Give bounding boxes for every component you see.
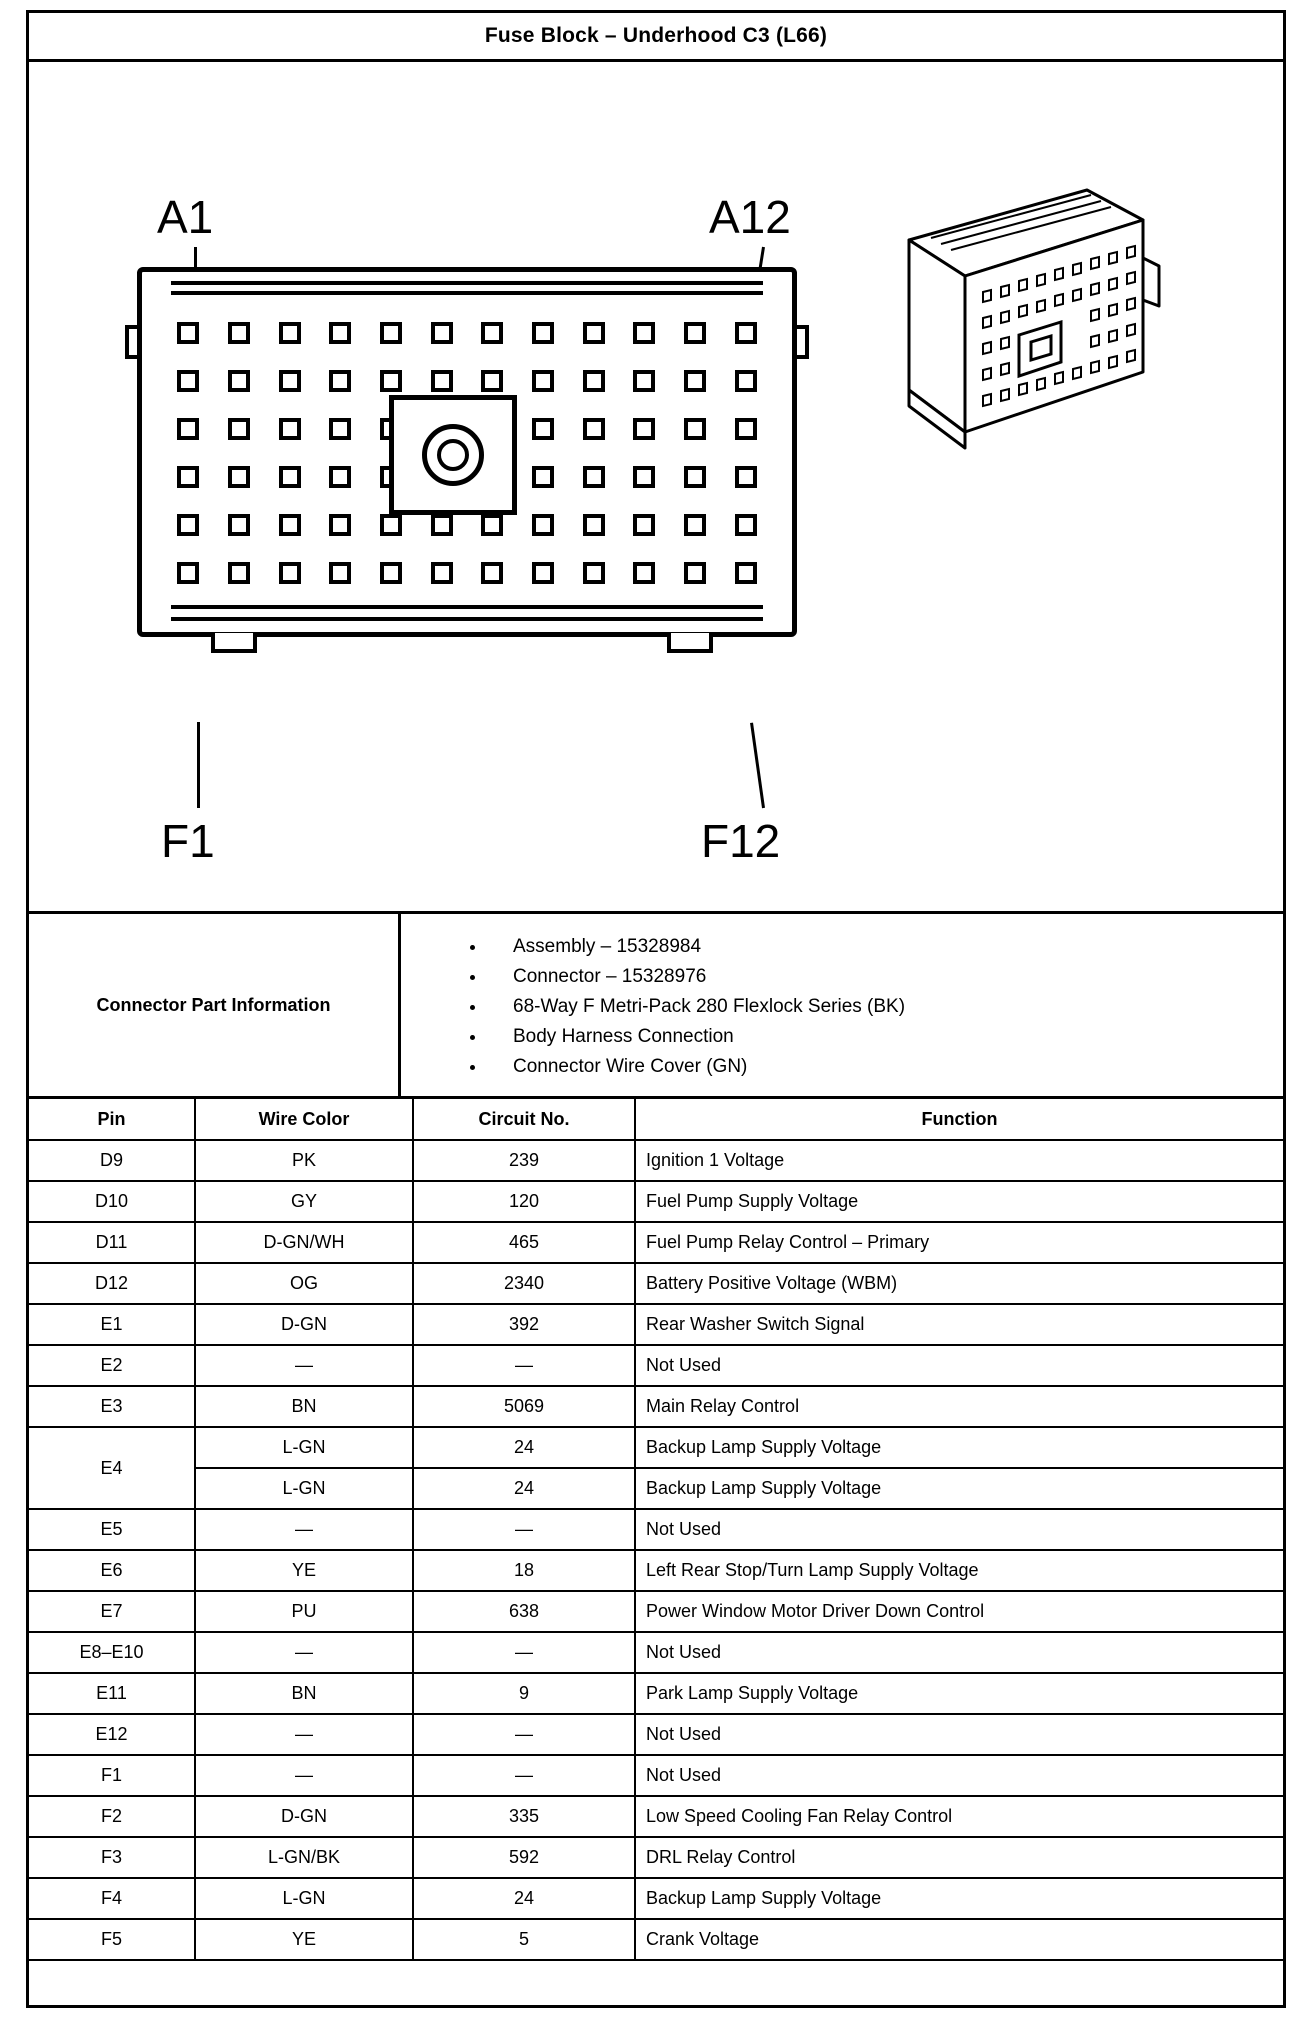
pin-cavity: [684, 466, 706, 488]
cell-circuit-no: —: [413, 1755, 635, 1796]
cell-function: Low Speed Cooling Fan Relay Control: [635, 1796, 1283, 1837]
cell-wire-color: BN: [195, 1673, 413, 1714]
cell-function: Backup Lamp Supply Voltage: [635, 1878, 1283, 1919]
pin-cavity: [633, 322, 655, 344]
pin-cavity: [633, 418, 655, 440]
table-row: [29, 1714, 1283, 1755]
part-information-list: [401, 914, 1283, 1096]
cell-pin: E3: [29, 1386, 195, 1427]
cell-circuit-no: —: [413, 1632, 635, 1673]
cell-function: Not Used: [635, 1509, 1283, 1550]
pin-cavity: [583, 418, 605, 440]
table-row: [29, 1345, 1283, 1386]
pin-cavity: [735, 562, 757, 584]
connector-left-ear: [125, 325, 141, 359]
cell-pin: D12: [29, 1263, 195, 1304]
pin-cavity: [735, 418, 757, 440]
table-row: [29, 1386, 1283, 1427]
cell-pin: F5: [29, 1919, 195, 1960]
cell-function: Main Relay Control: [635, 1386, 1283, 1427]
column-header-function: Function: [635, 1099, 1283, 1140]
pin-cavity: [228, 562, 250, 584]
cell-function: Fuel Pump Relay Control – Primary: [635, 1222, 1283, 1263]
pin-cavity: [583, 514, 605, 536]
cell-wire-color: D-GN/WH: [195, 1222, 413, 1263]
cell-circuit-no: 5069: [413, 1386, 635, 1427]
cell-circuit-no: 2340: [413, 1263, 635, 1304]
pin-cavity: [177, 370, 199, 392]
pin-cavity: [329, 370, 351, 392]
table-row: [29, 1304, 1283, 1345]
table-row: [29, 1632, 1283, 1673]
cell-function: Crank Voltage: [635, 1919, 1283, 1960]
pin-cavity: [532, 562, 554, 584]
cell-function: Ignition 1 Voltage: [635, 1140, 1283, 1181]
part-information-item: • 68-Way F Metri-Pack 280 Flexlock Series (BK): [487, 992, 1283, 1022]
pin-cavity: [329, 466, 351, 488]
cell-function: Not Used: [635, 1714, 1283, 1755]
cell-circuit-no: —: [413, 1509, 635, 1550]
pin-cavity: [177, 466, 199, 488]
pin-cavity: [177, 418, 199, 440]
pin-cavity: [380, 370, 402, 392]
pin-cavity: [633, 370, 655, 392]
part-information-item: • Body Harness Connection: [487, 1022, 1283, 1052]
pin-cavity: [684, 514, 706, 536]
cell-circuit-no: 24: [413, 1878, 635, 1919]
cell-circuit-no: 18: [413, 1550, 635, 1591]
cell-function: Rear Washer Switch Signal: [635, 1304, 1283, 1345]
connector-right-ear: [793, 325, 809, 359]
pin-cavity: [177, 322, 199, 344]
pin-cavity: [279, 514, 301, 536]
table-row: [29, 1919, 1283, 1960]
table-row: [29, 1550, 1283, 1591]
cell-wire-color: L-GN/BK: [195, 1837, 413, 1878]
cell-wire-color: —: [195, 1345, 413, 1386]
pin-assignment-table: [29, 1099, 1283, 1961]
pin-cavity: [279, 370, 301, 392]
pin-cavity: [684, 418, 706, 440]
cell-function: Backup Lamp Supply Voltage: [635, 1427, 1283, 1468]
part-information-item: • Connector – 15328976: [487, 962, 1283, 992]
pin-cavity: [532, 418, 554, 440]
pin-cavity: [684, 322, 706, 344]
connector-foot-right: [667, 633, 713, 653]
cell-circuit-no: 239: [413, 1140, 635, 1181]
pin-cavity: [329, 322, 351, 344]
table-row: [29, 1878, 1283, 1919]
pin-cavity: [279, 466, 301, 488]
connector-top-rail-1: [171, 281, 763, 285]
cell-circuit-no: —: [413, 1345, 635, 1386]
cell-wire-color: PU: [195, 1591, 413, 1632]
table-row: [29, 1263, 1283, 1304]
table-row: [29, 1509, 1283, 1550]
pin-cavity: [481, 514, 503, 536]
pin-cavity: [380, 562, 402, 584]
cell-pin: D9: [29, 1140, 195, 1181]
callout-a1: A1: [157, 191, 214, 243]
cell-circuit-no: 392: [413, 1304, 635, 1345]
pin-cavity: [329, 418, 351, 440]
cell-pin: D11: [29, 1222, 195, 1263]
column-header-wire-color: Wire Color: [195, 1099, 413, 1140]
callout-f12: F12: [701, 815, 781, 867]
cell-wire-color: OG: [195, 1263, 413, 1304]
pin-cavity: [228, 370, 250, 392]
pin-cavity: [583, 562, 605, 584]
connector-figure: [29, 62, 1283, 914]
pin-cavity: [228, 514, 250, 536]
pin-cavity: [481, 562, 503, 584]
pin-cavity: [481, 322, 503, 344]
pin-cavity: [431, 370, 453, 392]
cell-pin: E6: [29, 1550, 195, 1591]
pin-cavity: [481, 370, 503, 392]
cell-function: Not Used: [635, 1755, 1283, 1796]
table-row: [29, 1837, 1283, 1878]
pin-cavity: [279, 322, 301, 344]
pin-cavity: [532, 514, 554, 536]
cell-circuit-no: 592: [413, 1837, 635, 1878]
pin-cavity: [583, 370, 605, 392]
cell-circuit-no: —: [413, 1714, 635, 1755]
connector-isometric-svg: [891, 180, 1161, 460]
pin-cavity: [532, 322, 554, 344]
table-header-row: [29, 1099, 1283, 1140]
cell-wire-color: L-GN: [195, 1468, 413, 1509]
pin-cavity: [177, 514, 199, 536]
table-row: [29, 1755, 1283, 1796]
cell-function: Battery Positive Voltage (WBM): [635, 1263, 1283, 1304]
part-information-label: Connector Part Information: [29, 914, 401, 1096]
pin-cavity: [431, 322, 453, 344]
pin-cavity: [583, 322, 605, 344]
connector-front-view: [137, 267, 797, 637]
callout-f1: F1: [161, 815, 215, 867]
pin-cavity: [633, 466, 655, 488]
pin-cavity: [431, 514, 453, 536]
table-row: [29, 1140, 1283, 1181]
cell-wire-color: YE: [195, 1550, 413, 1591]
connector-bottom-rail-2: [171, 617, 763, 621]
cell-pin: E11: [29, 1673, 195, 1714]
cell-function: Backup Lamp Supply Voltage: [635, 1468, 1283, 1509]
cell-pin: E7: [29, 1591, 195, 1632]
cell-circuit-no: 5: [413, 1919, 635, 1960]
table-row: [29, 1591, 1283, 1632]
cell-pin: E12: [29, 1714, 195, 1755]
pin-cavity: [228, 466, 250, 488]
column-header-circuit-no: Circuit No.: [413, 1099, 635, 1140]
column-header-pin: Pin: [29, 1099, 195, 1140]
pin-cavity: [279, 562, 301, 584]
pin-cavity: [735, 514, 757, 536]
cell-wire-color: D-GN: [195, 1796, 413, 1837]
cell-wire-color: —: [195, 1755, 413, 1796]
pin-cavity: [228, 322, 250, 344]
cell-circuit-no: 24: [413, 1468, 635, 1509]
cell-circuit-no: 465: [413, 1222, 635, 1263]
cell-function: Power Window Motor Driver Down Control: [635, 1591, 1283, 1632]
pin-cavity: [735, 370, 757, 392]
table-row: [29, 1181, 1283, 1222]
pin-cavity: [380, 514, 402, 536]
cell-wire-color: —: [195, 1714, 413, 1755]
connector-latch: [389, 395, 517, 515]
connector-bottom-rail-1: [171, 605, 763, 609]
pin-cavity: [279, 418, 301, 440]
pin-cavity: [735, 466, 757, 488]
callout-a12: A12: [709, 191, 791, 243]
table-row: [29, 1222, 1283, 1263]
cell-function: DRL Relay Control: [635, 1837, 1283, 1878]
pin-cavity: [583, 466, 605, 488]
pin-cavity: [431, 562, 453, 584]
cell-pin: D10: [29, 1181, 195, 1222]
cell-wire-color: PK: [195, 1140, 413, 1181]
cell-circuit-no: 24: [413, 1427, 635, 1468]
pin-cavity: [735, 322, 757, 344]
cell-circuit-no: 120: [413, 1181, 635, 1222]
cell-circuit-no: 638: [413, 1591, 635, 1632]
cell-wire-color: L-GN: [195, 1427, 413, 1468]
cell-function: Park Lamp Supply Voltage: [635, 1673, 1283, 1714]
cell-function: Not Used: [635, 1632, 1283, 1673]
pin-cavity: [380, 322, 402, 344]
pin-cavity: [633, 562, 655, 584]
pin-cavity: [684, 370, 706, 392]
connector-part-information: [29, 914, 1283, 1099]
cell-pin: E8–E10: [29, 1632, 195, 1673]
page-title: Fuse Block – Underhood C3 (L66): [29, 13, 1283, 62]
cell-wire-color: D-GN: [195, 1304, 413, 1345]
connector-top-rail-2: [171, 291, 763, 295]
cell-function: Not Used: [635, 1345, 1283, 1386]
connector-isometric-view: [891, 180, 1161, 460]
table-row: [29, 1796, 1283, 1837]
connector-foot-left: [211, 633, 257, 653]
table-row: [29, 1468, 1283, 1509]
pin-cavity: [329, 514, 351, 536]
cell-function: Left Rear Stop/Turn Lamp Supply Voltage: [635, 1550, 1283, 1591]
cell-wire-color: —: [195, 1509, 413, 1550]
cell-pin: E1: [29, 1304, 195, 1345]
cell-pin: F2: [29, 1796, 195, 1837]
cell-wire-color: BN: [195, 1386, 413, 1427]
diagram-sheet: [26, 10, 1286, 2008]
cell-pin: E5: [29, 1509, 195, 1550]
pin-cavity: [532, 466, 554, 488]
pin-cavity: [228, 418, 250, 440]
pin-cavity: [532, 370, 554, 392]
cell-wire-color: —: [195, 1632, 413, 1673]
cell-pin: F3: [29, 1837, 195, 1878]
latch-hole-inner: [437, 439, 469, 471]
part-information-item: • Connector Wire Cover (GN): [487, 1052, 1283, 1082]
pin-cavity: [329, 562, 351, 584]
cell-pin: E2: [29, 1345, 195, 1386]
cell-circuit-no: 335: [413, 1796, 635, 1837]
cell-wire-color: YE: [195, 1919, 413, 1960]
cell-circuit-no: 9: [413, 1673, 635, 1714]
part-information-item: • Assembly – 15328984: [487, 932, 1283, 962]
cell-function: Fuel Pump Supply Voltage: [635, 1181, 1283, 1222]
cell-pin: E4: [29, 1427, 195, 1509]
table-row: [29, 1673, 1283, 1714]
pin-cavity: [684, 562, 706, 584]
pin-cavity: [177, 562, 199, 584]
cell-wire-color: GY: [195, 1181, 413, 1222]
cell-pin: F4: [29, 1878, 195, 1919]
cell-wire-color: L-GN: [195, 1878, 413, 1919]
cell-pin: F1: [29, 1755, 195, 1796]
pin-cavity: [633, 514, 655, 536]
callout-f1-leader: [197, 722, 200, 808]
callout-f12-leader: [750, 723, 765, 809]
table-row: [29, 1427, 1283, 1468]
